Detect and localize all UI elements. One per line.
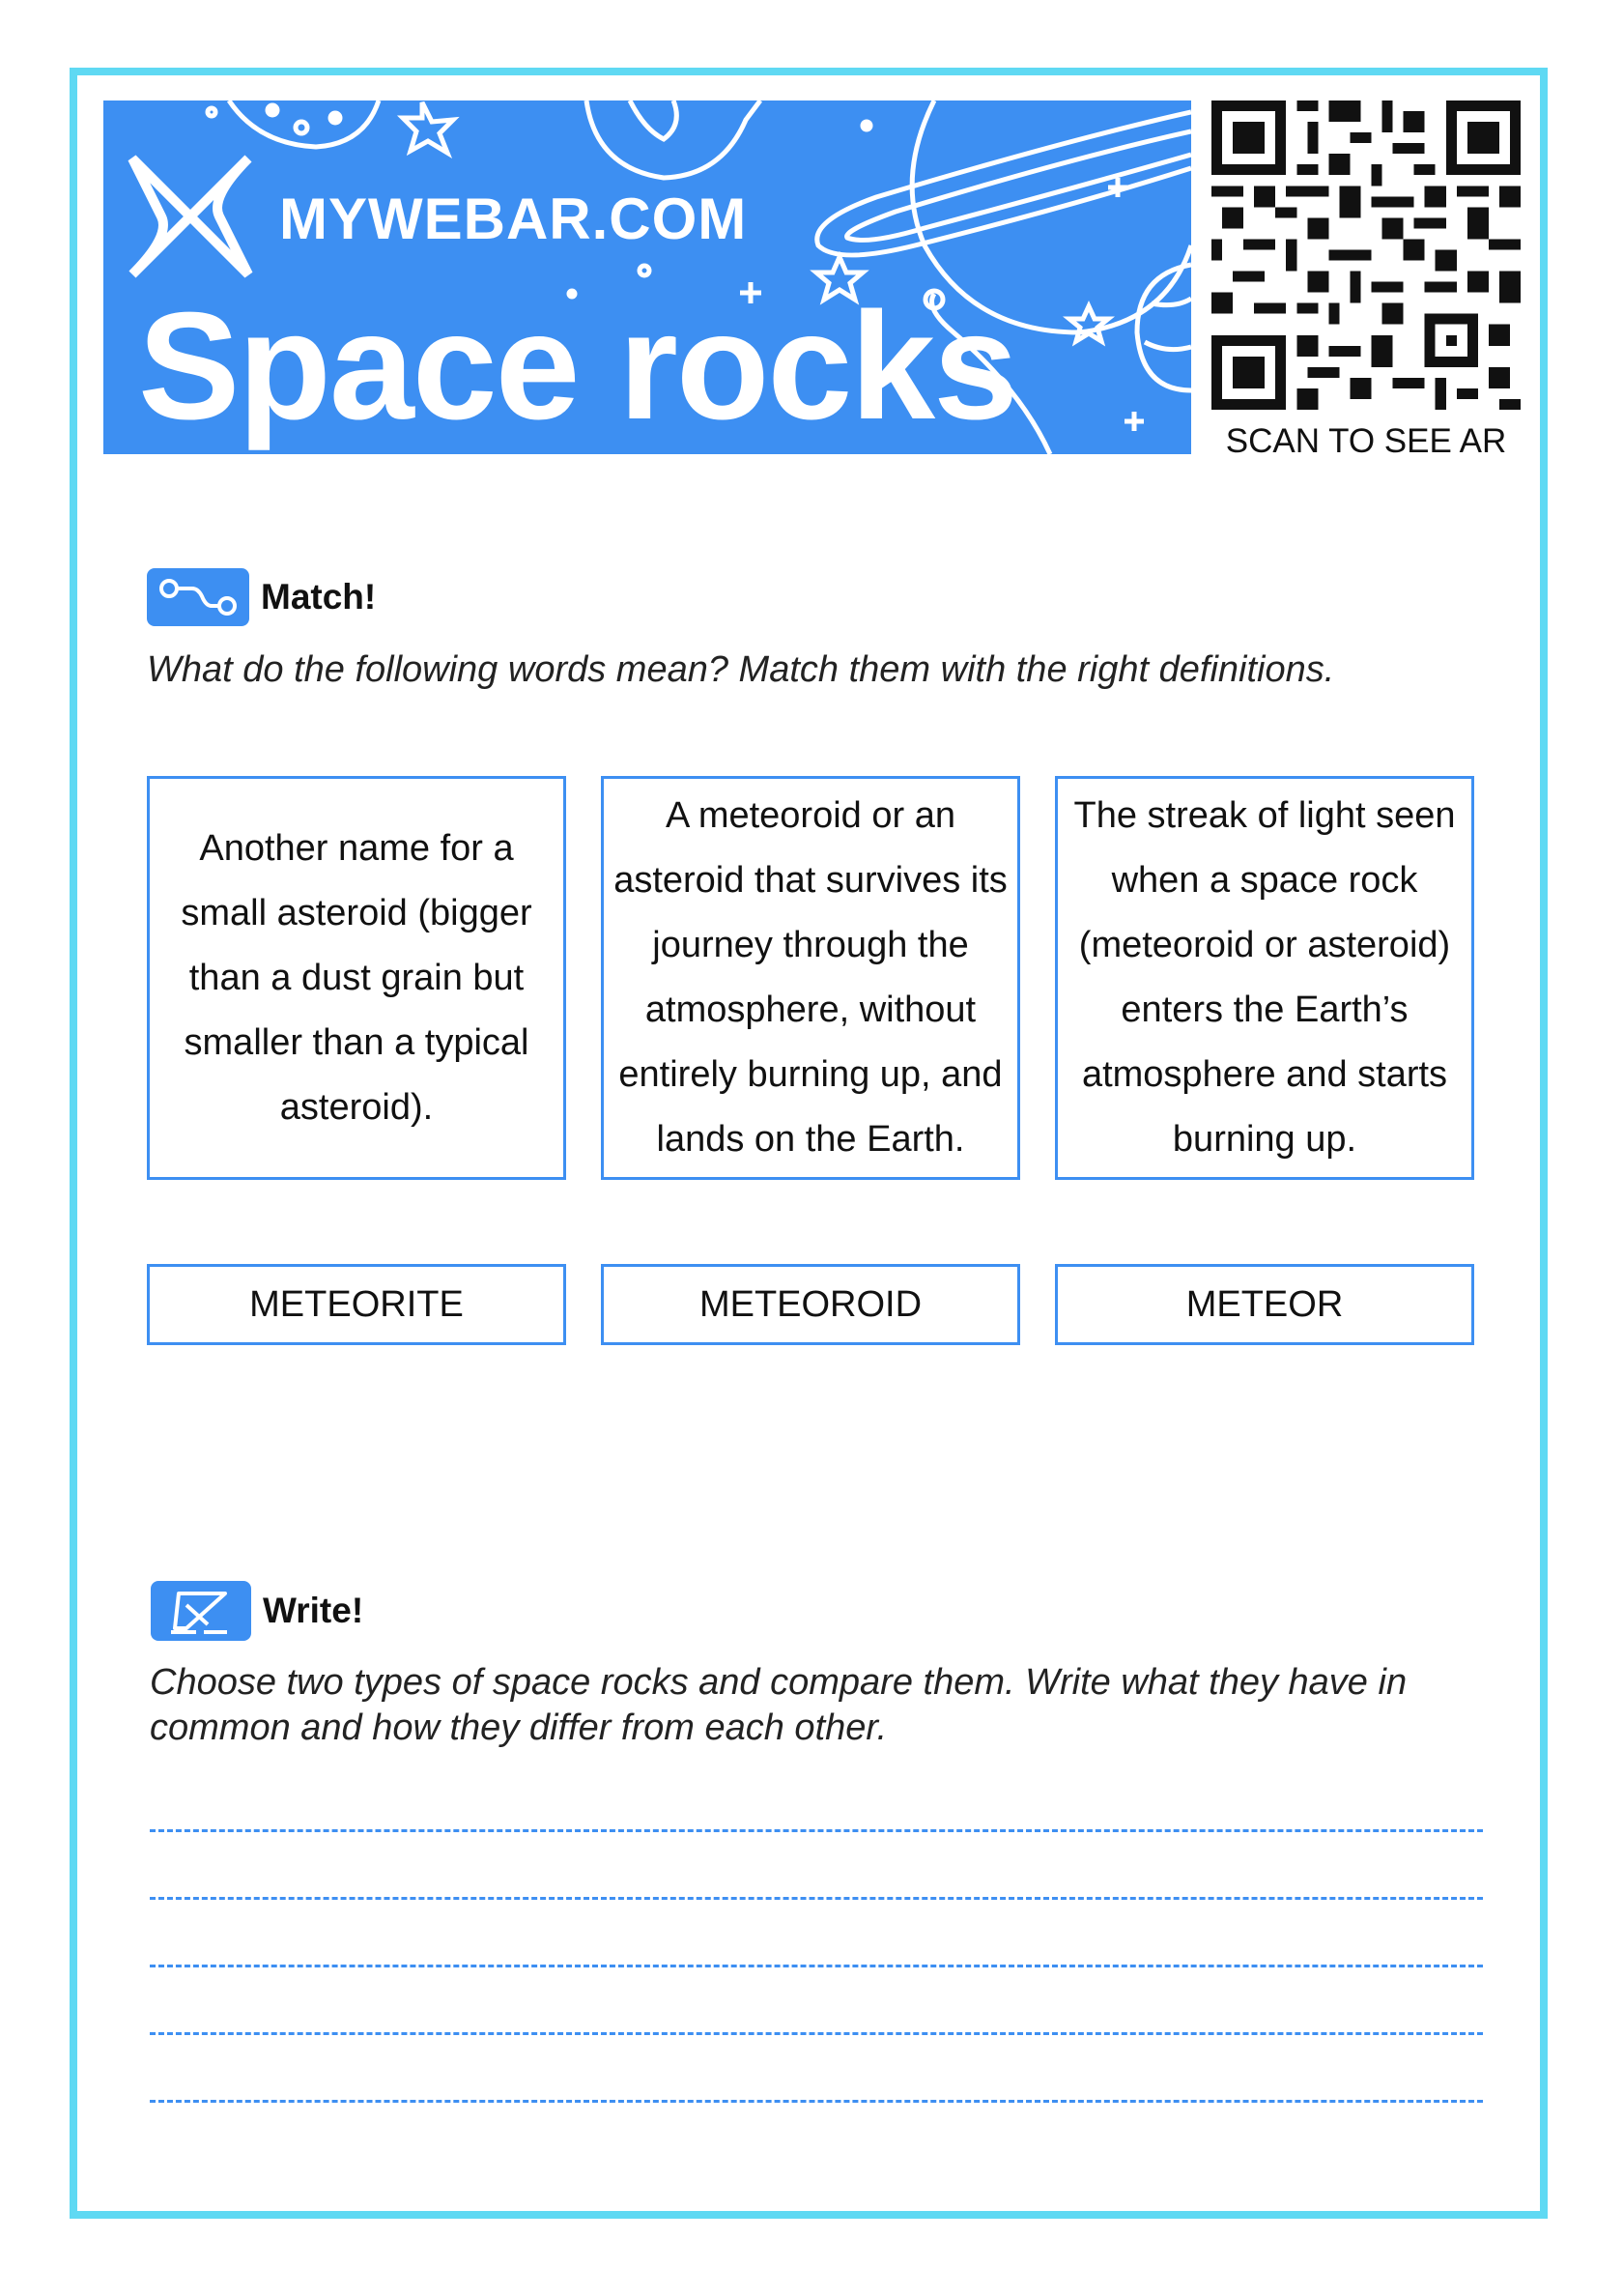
writing-line[interactable] bbox=[150, 1965, 1483, 1967]
definition-card[interactable] bbox=[1055, 776, 1474, 1180]
definition-card[interactable] bbox=[147, 776, 566, 1180]
definition-card[interactable] bbox=[601, 776, 1020, 1180]
writing-line[interactable] bbox=[150, 2032, 1483, 2035]
write-title: Write! bbox=[263, 1591, 364, 1630]
definition-text: A meteoroid or an asteroid that survives its journey through the atmosphere, without entirely burning up, and lands on the Earth. bbox=[613, 795, 1008, 1160]
header-banner bbox=[103, 100, 1191, 454]
definition-text: Another name for a small asteroid (bigger than a dust grain but smaller than a typical asteroid). bbox=[181, 827, 532, 1128]
match-instruction: What do the following words mean? Match them with the right definitions. bbox=[147, 649, 1335, 690]
page-title: Space rocks bbox=[138, 281, 1017, 451]
word-card[interactable] bbox=[601, 1264, 1020, 1345]
pen-writing-icon bbox=[151, 1581, 251, 1641]
word-card[interactable] bbox=[147, 1264, 566, 1345]
write-instruction: Choose two types of space rocks and compare them. Write what they have in common and how they differ from each other. bbox=[150, 1662, 1408, 1748]
word-card[interactable] bbox=[1055, 1264, 1474, 1345]
definition-text: The streak of light seen when a space rock (meteoroid or asteroid) enters the Earth’s atmosphere and starts burning up. bbox=[1073, 795, 1456, 1160]
word-text: METEOROID bbox=[698, 1283, 923, 1325]
word-text: METEOR bbox=[1185, 1283, 1344, 1325]
scan-label: SCAN TO SEE AR bbox=[1225, 422, 1507, 460]
writing-line[interactable] bbox=[150, 1829, 1483, 1832]
match-heading bbox=[147, 568, 376, 626]
brand-name: MYWEBAR.COM bbox=[279, 187, 748, 251]
writing-line[interactable] bbox=[150, 1897, 1483, 1900]
match-title: Match! bbox=[261, 577, 377, 617]
qr-code-icon[interactable] bbox=[1211, 100, 1521, 410]
write-heading bbox=[151, 1581, 363, 1641]
writing-line[interactable] bbox=[150, 2100, 1483, 2103]
word-text: METEORITE bbox=[249, 1283, 464, 1325]
x-logo-icon bbox=[132, 158, 248, 274]
connector-icon bbox=[147, 568, 249, 626]
